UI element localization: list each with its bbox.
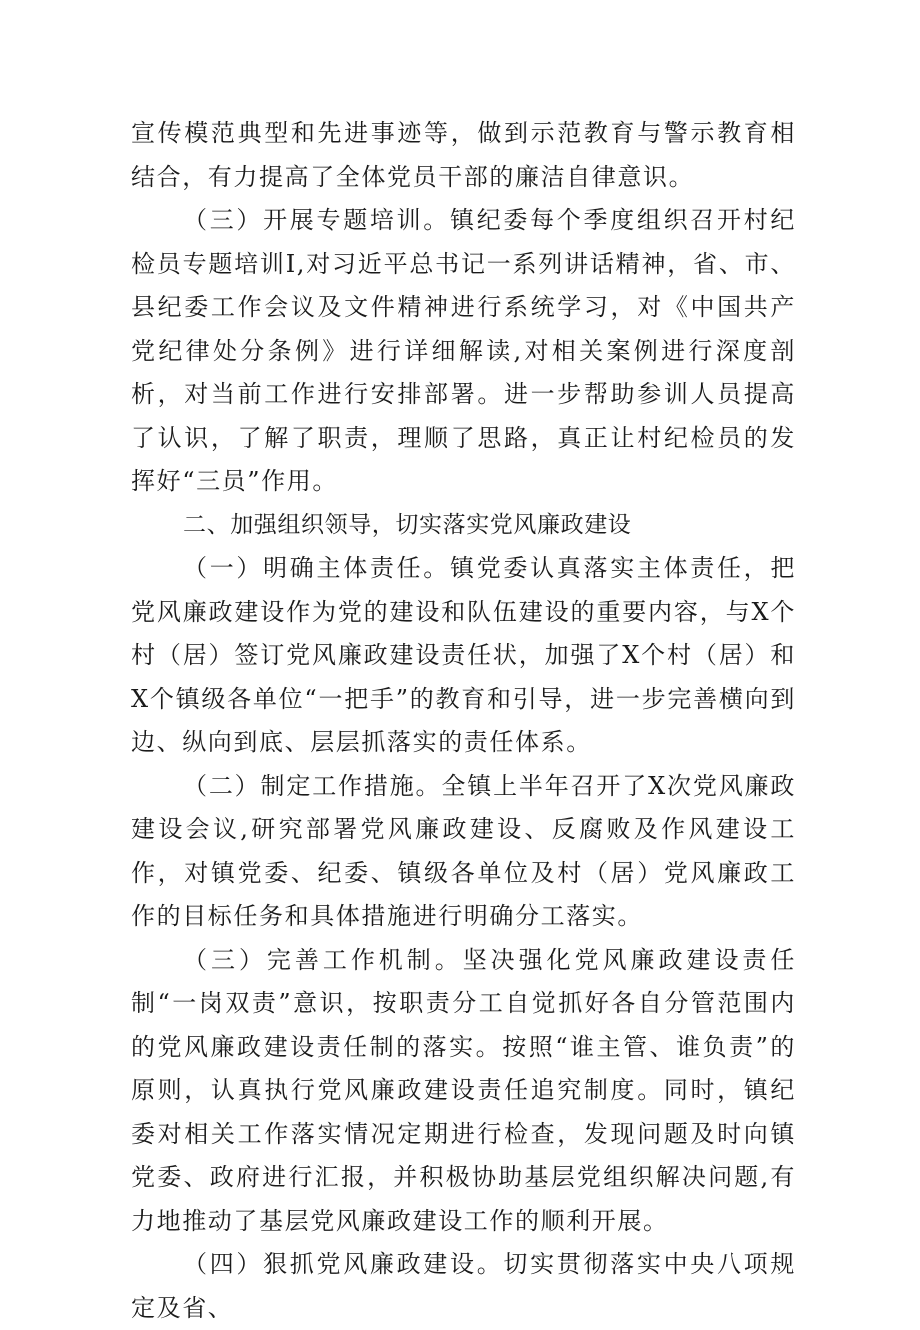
paragraph-1: 宣传模范典型和先进事迹等，做到示范教育与警示教育相结合，有力提高了全体党员干部的廉洁自律意识。	[131, 119, 796, 191]
paragraph-2: （三）开展专题培训。镇纪委每个季度组织召开村纪检员专题培训I,对习近平总书记一系列讲话精神，省、市、县纪委工作会议及文件精神进行系统学习，对《中国共产党纪律处分条例》进行详细解读,对相关案例进行深度剖析，对当前工作进行安排部署。进一步帮助参训人员提高了认识，了解了职责，理顺了思路，真正让村纪检员的发挥好“三员”作用。	[131, 206, 796, 495]
paragraph-5: （三）完善工作机制。坚决强化党风廉政建设责任制“一岗双责”意识，按职责分工自觉抓好各自分管范围内的党风廉政建设责任制的落实。按照“谁主管、谁负责”的原则，认真执行党风廉政建设责任追究制度。同时，镇纪委对相关工作落实情况定期进行检查，发现问题及时向镇党委、政府进行汇报，并积极协助基层党组织解决问题,有力地推动了基层党风廉政建设工作的顺利开展。	[131, 945, 796, 1235]
paragraph-6: （四）狠抓党风廉政建设。切实贯彻落实中央八项规定及省、	[131, 1250, 796, 1322]
paragraph-4: （二）制定工作措施。全镇上半年召开了X次党风廉政建设会议,研究部署党风廉政建设、反腐败及作风建设工作，对镇党委、纪委、镇级各单位及村（居）党风廉政工作的目标任务和具体措施进行明确分工落实。	[131, 771, 796, 930]
paragraph-3: （一）明确主体责任。镇党委认真落实主体责任，把党风廉政建设作为党的建设和队伍建设的重要内容，与X个村（居）签订党风廉政建设责任状，加强了X个村（居）和X个镇级各单位“一把手”的教育和引导，进一步完善横向到边、纵向到底、层层抓落实的责任体系。	[131, 554, 796, 756]
section-heading: 二、加强组织领导，切实落实党风廉政建设	[183, 511, 632, 538]
document-page	[131, 112, 796, 1330]
